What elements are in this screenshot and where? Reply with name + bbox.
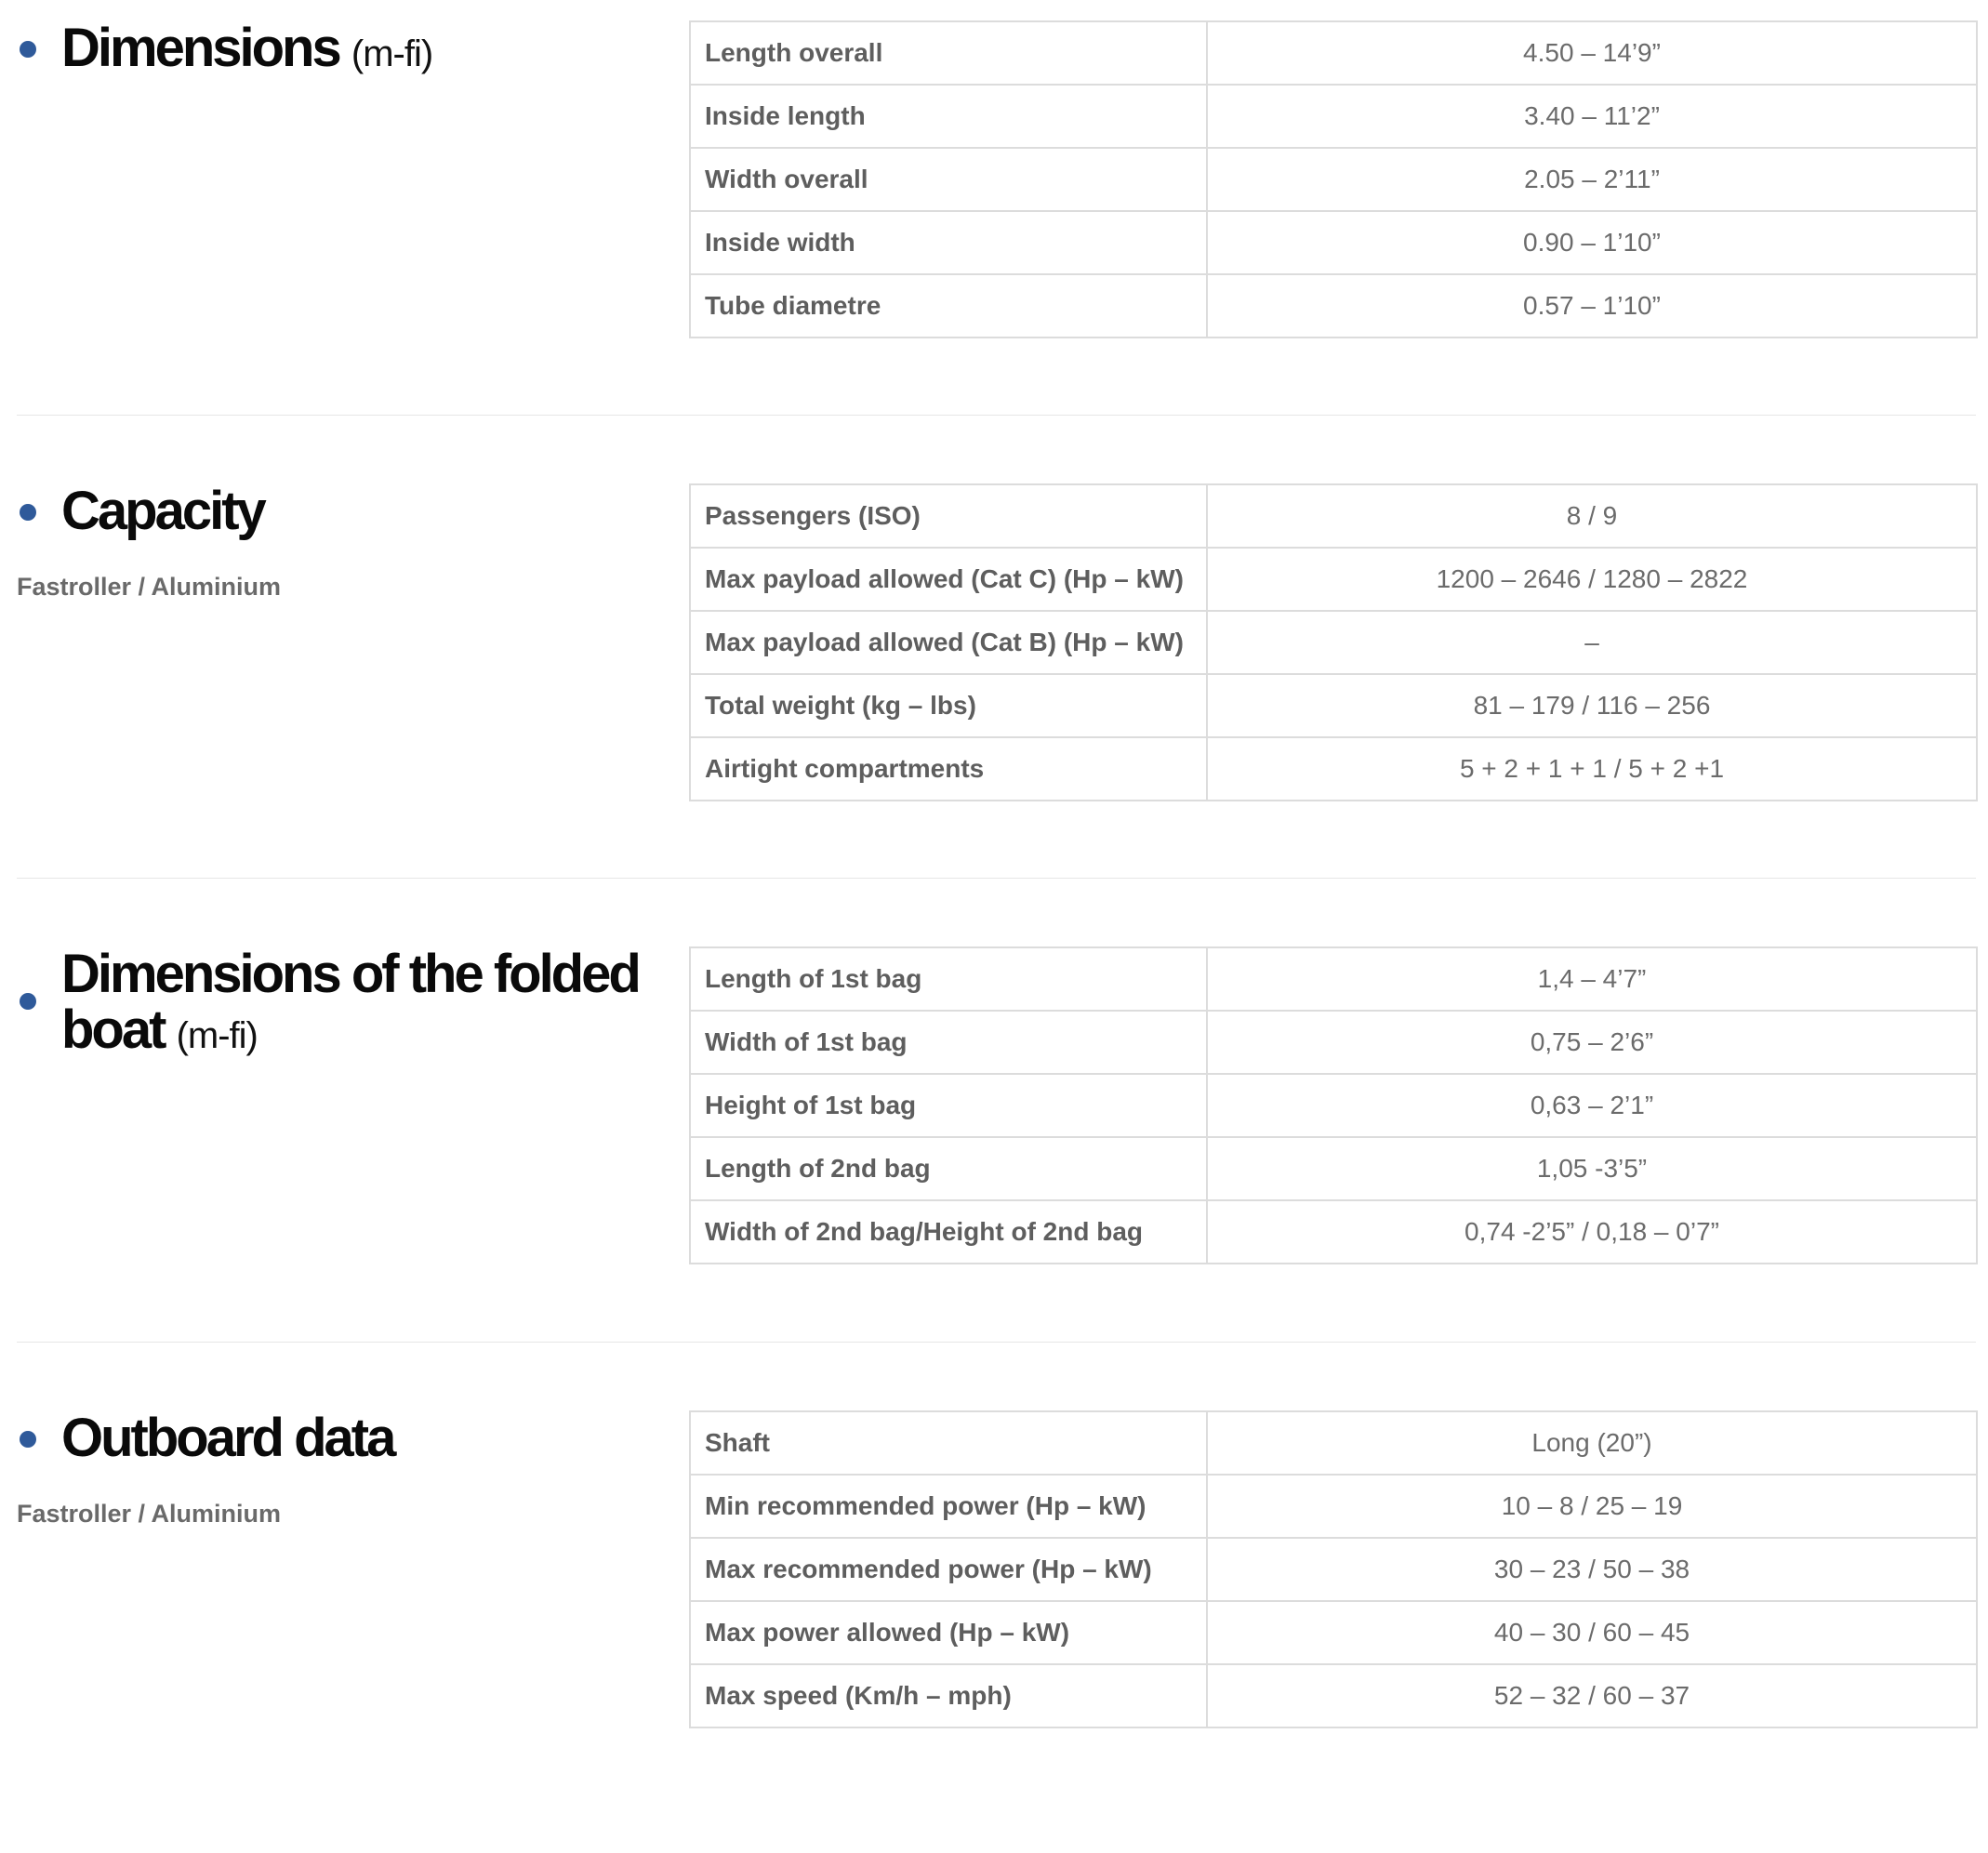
bullet-icon [20,993,36,1010]
table-row [690,274,1977,338]
row-label: Max speed (Km/h – mph) [690,1664,1207,1727]
row-label: Inside width [690,211,1207,274]
section-dimensions [0,0,1988,463]
spec-table [689,20,1978,338]
row-value: 1,4 – 4’7” [1207,947,1977,1011]
table-row [690,484,1977,548]
spec-table [689,946,1978,1264]
row-label: Width of 2nd bag/Height of 2nd bag [690,1200,1207,1264]
section-subtitle: Fastroller / Aluminium [17,573,282,601]
row-value: 4.50 – 14’9” [1207,21,1977,85]
row-label: Width overall [690,148,1207,211]
row-value: 10 – 8 / 25 – 19 [1207,1475,1977,1538]
section-title [61,946,656,1064]
table-row [690,21,1977,85]
section-title-unit: (m-fi) [351,33,433,74]
row-label: Height of 1st bag [690,1074,1207,1137]
table-row [690,1664,1977,1727]
row-label: Max recommended power (Hp – kW) [690,1538,1207,1601]
section-divider [17,415,1976,416]
section-outboard-data [0,1390,1988,1853]
row-value: 30 – 23 / 50 – 38 [1207,1538,1977,1601]
row-label: Total weight (kg – lbs) [690,674,1207,737]
table-row [690,1011,1977,1074]
row-value: 52 – 32 / 60 – 37 [1207,1664,1977,1727]
row-value: 1200 – 2646 / 1280 – 2822 [1207,548,1977,611]
table-row [690,611,1977,674]
table-row [690,1200,1977,1264]
row-label: Max payload allowed (Cat B) (Hp – kW) [690,611,1207,674]
section-title [61,1410,656,1466]
spec-table [689,1410,1978,1728]
row-label: Min recommended power (Hp – kW) [690,1475,1207,1538]
table-row [690,1074,1977,1137]
bullet-icon [20,1431,36,1448]
table-row [690,947,1977,1011]
section-title-text: Capacity [61,481,264,541]
table-row [690,85,1977,148]
section-title-text: Outboard data [61,1408,394,1468]
section-title-text: Dimensions [61,18,339,78]
section-capacity [0,463,1988,926]
row-value: 0.57 – 1’10” [1207,274,1977,338]
row-value: 40 – 30 / 60 – 45 [1207,1601,1977,1664]
table-row [690,1601,1977,1664]
section-title-unit: (m-fi) [176,1015,258,1056]
row-label: Length of 2nd bag [690,1137,1207,1200]
row-value: 0.90 – 1’10” [1207,211,1977,274]
table-row [690,1538,1977,1601]
table-row [690,1411,1977,1475]
row-value: Long (20”) [1207,1411,1977,1475]
row-label: Max payload allowed (Cat C) (Hp – kW) [690,548,1207,611]
row-value: 3.40 – 11’2” [1207,85,1977,148]
table-row [690,1137,1977,1200]
row-value: 81 – 179 / 116 – 256 [1207,674,1977,737]
row-label: Max power allowed (Hp – kW) [690,1601,1207,1664]
bullet-icon [20,504,36,521]
row-label: Passengers (ISO) [690,484,1207,548]
table-row [690,211,1977,274]
row-value: 2.05 – 2’11” [1207,148,1977,211]
section-divider [17,1342,1976,1343]
table-row [690,148,1977,211]
section-title-text: Dimensions of the folded boat [61,944,639,1060]
row-label: Airtight compartments [690,737,1207,801]
row-value: – [1207,611,1977,674]
table-row [690,737,1977,801]
section-title [61,483,656,539]
section-title [61,20,656,82]
row-value: 1,05 -3’5” [1207,1137,1977,1200]
row-label: Width of 1st bag [690,1011,1207,1074]
row-value: 0,63 – 2’1” [1207,1074,1977,1137]
row-label: Length overall [690,21,1207,85]
table-row [690,674,1977,737]
row-label: Inside length [690,85,1207,148]
row-value: 5 + 2 + 1 + 1 / 5 + 2 +1 [1207,737,1977,801]
row-value: 0,75 – 2’6” [1207,1011,1977,1074]
row-label: Shaft [690,1411,1207,1475]
row-value: 0,74 -2’5” / 0,18 – 0’7” [1207,1200,1977,1264]
row-label: Length of 1st bag [690,947,1207,1011]
table-row [690,548,1977,611]
bullet-icon [20,41,36,58]
row-value: 8 / 9 [1207,484,1977,548]
section-divider [17,878,1976,879]
row-label: Tube diametre [690,274,1207,338]
section-subtitle: Fastroller / Aluminium [17,1500,282,1528]
spec-table [689,483,1978,801]
section-folded-dimensions [0,926,1988,1389]
table-row [690,1475,1977,1538]
